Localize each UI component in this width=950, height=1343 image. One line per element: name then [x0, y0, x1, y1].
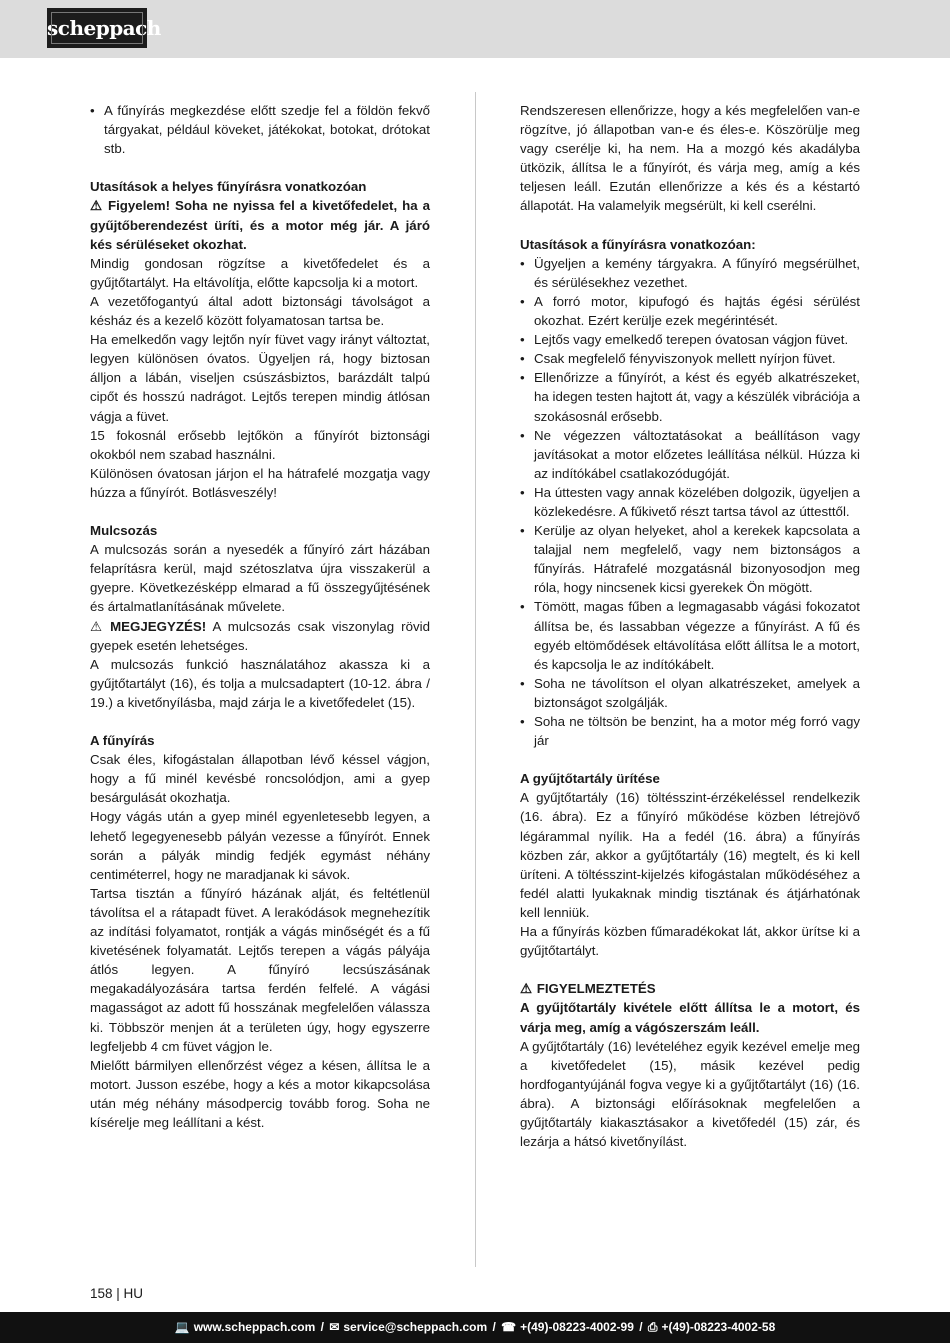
page-number: 158 | HU [90, 1286, 144, 1301]
list-item: • A forró motor, kipufogó és hajtás égési sérülést okozhat. Ezért kerülje ezek megérintését. [520, 293, 860, 329]
paragraph: Csak éles, kifogástalan állapotban lévő késsel vágjon, hogy a fű minél kevésbé roncsolódjon, ami a gyep besárgulását okozhatja. [90, 752, 430, 806]
warning-icon: ⚠ [520, 981, 532, 997]
phone-icon: ☎ [501, 1320, 517, 1334]
paragraph: Ha a fűnyírás közben fűmaradékokat lát, akkor ürítse ki a gyűjtőtartályt. [520, 924, 860, 959]
list-item: • A fűnyírás megkezdése előtt szedje fel a földön fekvő tárgyakat, például köveket, játékokat, botokat, drótokat stb. [90, 103, 430, 157]
fax-number: +(49)-08223-4002-58 [661, 1320, 776, 1334]
paragraph: A gyűjtőtartály (16) töltésszint-érzékeléssel rendelkezik (16. ábra). Ez a fűnyíró működése közben létrejövő légárammal nyílik. Ha a fedél (16. ábra) a fűnyírás közben zár, akkor a gyűjtőtartály (16) megtelt, és ki kell üríteni. A töltésszint-kijelzés kifogástalan működéséhez a fedél alatti lyukaknak mindig tisztának és átjárhatónak kell lenniük. [520, 790, 860, 920]
contact-bar: 💻 www.scheppach.com / ✉ service@scheppach.com / ☎ +(49)-08223-4002-99 / ⎙ +(49)-08223-4002-58 [0, 1312, 950, 1343]
paragraph: A vezetőfogantyú által adott biztonsági távolságot a késház és a kezelő között folyamatosan tartsa be. [90, 293, 430, 329]
paragraph: A gyűjtőtartály (16) levételéhez egyik kezével emelje meg a kivetőfedelet (15), másik kezével pedig hordfogantyújánál fogva vegye ki a gyűjtőtartályt (16) (16. ábra). A biztonsági előírásoknak megfelelően a gyűjtőtartály kiakasztásakor a kivetőfedél (15) zár, és lezárja a hátsó kivetőnyílást. [520, 1038, 860, 1150]
paragraph: Hogy vágás után a gyep minél egyenletesebb legyen, a lehető legegyenesebb pályán vezesse a fűnyírót. Ennek során a pályák mindig fedjék egymást néhány centiméterrel, hogy ne maradjanak ki sávok. [90, 809, 430, 882]
paragraph: Tartsa tisztán a fűnyíró házának alját, és feltétlenül távolítsa el a rátapadt füvet. A lerakódások megnehezítik az indítási folyamatot, rontják a vágás minőségét és a fű kivetésének folyamatát. Lejtős terepen a vágás pályája átlós legyen. A fűnyíró lecsúszásának megakadályozására tartsa ferdén felfelé. A vágási magasságot az adott fű hosszának megfelelően válassza ki. Többször menjen át a területen úgy, hogy egyszerre legfeljebb 4 cm füvet vágjon le. [90, 885, 430, 1054]
paragraph: Rendszeresen ellenőrizze, hogy a kés megfelelően van-e rögzítve, jó állapotban van-e és éles-e. Köszörülje meg vagy cserélje ki, ha nem. Ha a mozgó kés akadályba ütközik, állítsa le a fűnyírót, és várja meg, amíg a kés teljesen leáll. Ezután ellenőrizze a kés és a késtartó állapotát. Ha valamelyik megsérült, ki kell cserélni. [520, 103, 860, 214]
note-paragraph: ⚠ MEGJEGYZÉS! A mulcsozás csak viszonylag rövid gyepek esetén lehetséges. [90, 618, 430, 653]
fax-icon: ⎙ [647, 1320, 658, 1334]
warning-heading: ⚠ FIGYELMEZTETÉS [520, 979, 860, 998]
paragraph: 15 fokosnál erősebb lejtőkön a fűnyírót biztonsági okokból nem szabad használni. [90, 427, 430, 462]
section-title-mowing: A fűnyírás [90, 733, 155, 749]
paragraph: Mielőtt bármilyen ellenőrzést végez a késen, állítsa le a motort. Jusson eszébe, hogy a kés a motor kikapcsolása után még néhány másodpercig tovább forog. Soha ne kísérelje meg leállítani a kést. [90, 1057, 430, 1130]
computer-icon: 💻 [174, 1320, 190, 1334]
right-column [520, 101, 860, 1151]
email-link[interactable]: service@scheppach.com [343, 1320, 488, 1334]
intro-list [90, 101, 430, 158]
list-item: • Ne végezzen változtatásokat a beállításon vagy javításokat a motor előzetes leállítása nélkül. Húzza ki az indítókábel csatlakozódugóját. [520, 427, 860, 481]
phone-number: +(49)-08223-4002-99 [520, 1320, 634, 1334]
brand-logo: scheppach [47, 8, 147, 48]
list-item: • Lejtős vagy emelkedő terepen óvatosan vágjon füvet. [520, 332, 849, 348]
mowing-instructions-list [520, 254, 860, 750]
warning-text: A gyűjtőtartály kivétele előtt állítsa le a motort, és várja meg, amíg a vágószerszám leáll. [520, 1000, 860, 1035]
list-item: • Tömött, magas fűben a legmagasabb vágási fokozatot állítsa be, és lassabban végezze a fűnyírást. A fű és egyéb eltömődések eltávolítása előtt állítsa le a motort, és kapcsolja le az indítókábelt. [520, 599, 860, 672]
page-header [0, 0, 950, 58]
warning-text: ⚠ Figyelem! Soha ne nyissa fel a kivetőfedelet, ha a gyűjtőberendezést üríti, és a motor még jár. A járó kés sérüléseket okozhat. [90, 198, 430, 252]
website-link[interactable]: www.scheppach.com [193, 1320, 316, 1334]
warning-icon: ⚠ [90, 618, 102, 634]
list-item: • Soha ne távolítson el olyan alkatrészeket, amelyek a biztonságot szolgálják. [520, 675, 860, 710]
list-item: • Kerülje az olyan helyeket, ahol a kerekek kapcsolata a talajjal nem megfelelő, vagy nem biztonságos a fűnyírás. Hátrafelé mozgatásnál bizonyosodjon meg róla, hogy nincsenek kicsi gyerekek Ön mögött. [520, 523, 860, 596]
mail-icon: ✉ [329, 1320, 340, 1334]
paragraph: A mulcsozás funkció használatához akassza ki a gyűjtőtartályt (16), és tolja a mulcsadaptert (10-12. ábra / 19.) a kivetőnyílásba, majd zárja le a kivetőfedelet (15). [90, 656, 430, 710]
section-title-mulching: Mulcsozás [90, 523, 158, 539]
left-column [90, 101, 430, 1132]
section-title-emptying: A gyűjtőtartály ürítése [520, 771, 660, 787]
list-item: • Ha úttesten vagy annak közelében dolgozik, ügyeljen a közlekedésre. A fűkivető részt tartsa távol az úttesttől. [520, 484, 860, 519]
column-divider [475, 92, 476, 1267]
list-item: • Csak megfelelő fényviszonyok mellett nyírjon füvet. [520, 351, 836, 367]
paragraph: Különösen óvatosan járjon el ha hátrafelé mozgatja vagy húzza a fűnyírót. Botlásveszély! [90, 465, 430, 500]
list-item: • Soha ne töltsön be benzint, ha a motor még forró vagy jár [520, 714, 860, 749]
paragraph: Ha emelkedőn vagy lejtőn nyír füvet vagy irányt változtat, legyen különösen óvatos. Ügyeljen rá, hogy biztosan álljon a lábán, viseljen csúszásbiztos, barázdált talpú cipőt és hosszú nadrágot. Lejtős terepen mindig átlósan vágja a füvet. [90, 332, 430, 424]
warning-icon: ⚠ [90, 198, 102, 214]
section-title-mowing-instructions: Utasítások a fűnyírásra vonatkozóan: [520, 236, 756, 252]
section-title-correct-mowing: Utasítások a helyes fűnyírásra vonatkozóan [90, 179, 367, 195]
paragraph: Mindig gondosan rögzítse a kivetőfedelet és a gyűjtőtartályt. Ha eltávolítja, előtte kapcsolja ki a motort. [90, 255, 430, 290]
list-item: • Ellenőrizze a fűnyírót, a kést és egyéb alkatrészeket, ha idegen testen hajtott át, vagy a készülék vibrációja a szokásosnál erősebb. [520, 370, 860, 424]
paragraph: A mulcsozás során a nyesedék a fűnyíró zárt házában felaprításra kerül, majd szétoszlatva újra visszakerül a gyepre. Következésképp elmarad a fű összegyűjtésének és ártalmatlanításának művelete. [90, 542, 430, 615]
list-item: • Ügyeljen a kemény tárgyakra. A fűnyíró megsérülhet, és sérülésekhez vezethet. [520, 255, 860, 290]
